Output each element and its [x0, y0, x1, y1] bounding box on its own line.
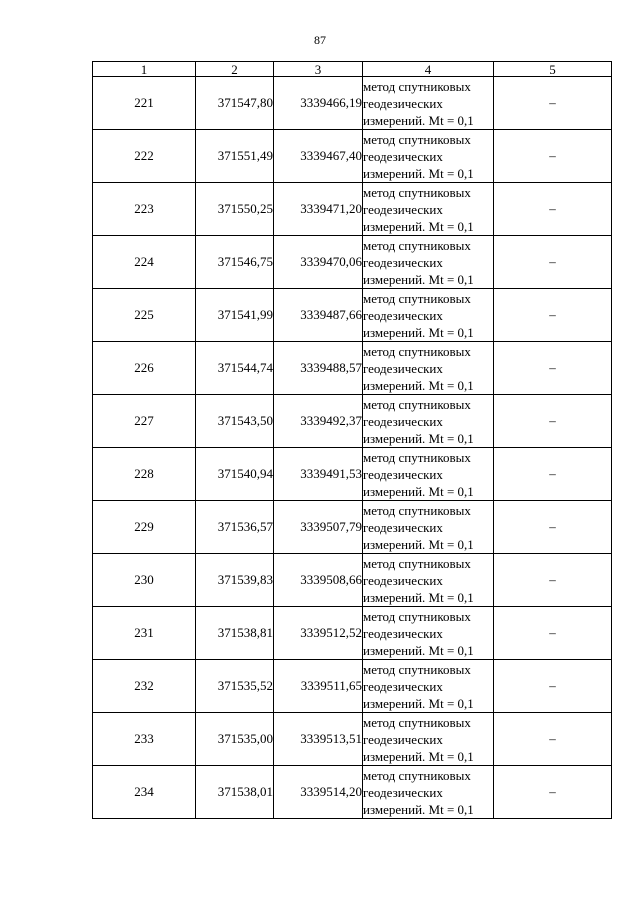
method-line: геодезических	[363, 466, 443, 482]
x-coordinate-cell: 371546,75	[196, 236, 274, 289]
y-coordinate-cell: 3339487,66	[274, 289, 363, 342]
note-cell: –	[494, 713, 612, 766]
table-body	[93, 77, 612, 819]
method-line: метод спутниковых	[363, 502, 471, 518]
column-header-5: 5	[494, 62, 612, 77]
method-cell	[363, 448, 494, 501]
column-header-1: 1	[93, 62, 196, 77]
table-row	[93, 77, 612, 130]
point-number-cell: 223	[93, 183, 196, 236]
table-row	[93, 342, 612, 395]
method-line: метод спутниковых	[363, 767, 471, 783]
point-number-cell: 234	[93, 766, 196, 819]
point-number-cell: 228	[93, 448, 196, 501]
method-line: измерений. Mt = 0,1	[363, 218, 474, 234]
method-line: метод спутниковых	[363, 78, 471, 94]
method-line: геодезических	[363, 731, 443, 747]
table-row	[93, 289, 612, 342]
method-cell	[363, 77, 494, 130]
table-row	[93, 660, 612, 713]
method-cell	[363, 130, 494, 183]
note-cell: –	[494, 766, 612, 819]
note-cell: –	[494, 607, 612, 660]
method-cell	[363, 766, 494, 819]
y-coordinate-cell: 3339514,20	[274, 766, 363, 819]
method-cell	[363, 395, 494, 448]
table-row	[93, 607, 612, 660]
method-line: геодезических	[363, 95, 443, 111]
method-line: измерений. Mt = 0,1	[363, 536, 474, 552]
method-cell	[363, 236, 494, 289]
method-line: метод спутниковых	[363, 661, 471, 677]
method-line: метод спутниковых	[363, 449, 471, 465]
table-row	[93, 236, 612, 289]
method-cell	[363, 183, 494, 236]
table-row	[93, 130, 612, 183]
x-coordinate-cell: 371535,00	[196, 713, 274, 766]
point-number-cell: 221	[93, 77, 196, 130]
table-row	[93, 183, 612, 236]
x-coordinate-cell: 371535,52	[196, 660, 274, 713]
method-line: метод спутниковых	[363, 343, 471, 359]
method-line: измерений. Mt = 0,1	[363, 748, 474, 764]
x-coordinate-cell: 371538,81	[196, 607, 274, 660]
method-line: измерений. Mt = 0,1	[363, 483, 474, 499]
method-line: геодезических	[363, 784, 443, 800]
note-cell: –	[494, 395, 612, 448]
method-line: измерений. Mt = 0,1	[363, 112, 474, 128]
x-coordinate-cell: 371538,01	[196, 766, 274, 819]
method-line: метод спутниковых	[363, 131, 471, 147]
method-line: метод спутниковых	[363, 237, 471, 253]
method-line: геодезических	[363, 201, 443, 217]
point-number-cell: 231	[93, 607, 196, 660]
note-cell: –	[494, 448, 612, 501]
method-line: измерений. Mt = 0,1	[363, 324, 474, 340]
point-number-cell: 229	[93, 501, 196, 554]
note-cell: –	[494, 554, 612, 607]
method-line: геодезических	[363, 413, 443, 429]
point-number-cell: 225	[93, 289, 196, 342]
method-line: метод спутниковых	[363, 184, 471, 200]
x-coordinate-cell: 371536,57	[196, 501, 274, 554]
method-line: метод спутниковых	[363, 608, 471, 624]
y-coordinate-cell: 3339511,65	[274, 660, 363, 713]
method-line: метод спутниковых	[363, 714, 471, 730]
table-row	[93, 554, 612, 607]
table-row	[93, 713, 612, 766]
note-cell: –	[494, 236, 612, 289]
method-cell	[363, 289, 494, 342]
method-line: геодезических	[363, 572, 443, 588]
point-number-cell: 230	[93, 554, 196, 607]
x-coordinate-cell: 371540,94	[196, 448, 274, 501]
method-cell	[363, 342, 494, 395]
column-header-3: 3	[274, 62, 363, 77]
note-cell: –	[494, 183, 612, 236]
method-cell	[363, 501, 494, 554]
method-line: геодезических	[363, 307, 443, 323]
x-coordinate-cell: 371551,49	[196, 130, 274, 183]
method-line: метод спутниковых	[363, 555, 471, 571]
method-cell	[363, 554, 494, 607]
y-coordinate-cell: 3339488,57	[274, 342, 363, 395]
method-line: геодезических	[363, 148, 443, 164]
method-line: измерений. Mt = 0,1	[363, 642, 474, 658]
note-cell: –	[494, 501, 612, 554]
y-coordinate-cell: 3339512,52	[274, 607, 363, 660]
point-number-cell: 226	[93, 342, 196, 395]
method-line: геодезических	[363, 625, 443, 641]
method-line: метод спутниковых	[363, 396, 471, 412]
method-cell	[363, 713, 494, 766]
x-coordinate-cell: 371543,50	[196, 395, 274, 448]
column-header-2: 2	[196, 62, 274, 77]
x-coordinate-cell: 371541,99	[196, 289, 274, 342]
column-header-4: 4	[363, 62, 494, 77]
y-coordinate-cell: 3339513,51	[274, 713, 363, 766]
method-line: геодезических	[363, 254, 443, 270]
y-coordinate-cell: 3339508,66	[274, 554, 363, 607]
method-line: измерений. Mt = 0,1	[363, 695, 474, 711]
point-number-cell: 233	[93, 713, 196, 766]
page-number: 87	[314, 33, 326, 47]
note-cell: –	[494, 289, 612, 342]
x-coordinate-cell: 371539,83	[196, 554, 274, 607]
method-line: измерений. Mt = 0,1	[363, 430, 474, 446]
note-cell: –	[494, 130, 612, 183]
note-cell: –	[494, 660, 612, 713]
note-cell: –	[494, 342, 612, 395]
method-line: измерений. Mt = 0,1	[363, 801, 474, 817]
method-line: измерений. Mt = 0,1	[363, 589, 474, 605]
point-number-cell: 224	[93, 236, 196, 289]
table-row	[93, 501, 612, 554]
x-coordinate-cell: 371547,80	[196, 77, 274, 130]
method-line: измерений. Mt = 0,1	[363, 165, 474, 181]
table-row	[93, 766, 612, 819]
y-coordinate-cell: 3339492,37	[274, 395, 363, 448]
x-coordinate-cell: 371550,25	[196, 183, 274, 236]
x-coordinate-cell: 371544,74	[196, 342, 274, 395]
method-line: геодезических	[363, 678, 443, 694]
y-coordinate-cell: 3339466,19	[274, 77, 363, 130]
table-row	[93, 448, 612, 501]
table-header-row	[93, 62, 612, 77]
note-cell: –	[494, 77, 612, 130]
method-line: геодезических	[363, 519, 443, 535]
method-cell	[363, 607, 494, 660]
point-number-cell: 232	[93, 660, 196, 713]
y-coordinate-cell: 3339470,06	[274, 236, 363, 289]
coordinates-table	[92, 61, 612, 819]
method-line: измерений. Mt = 0,1	[363, 271, 474, 287]
method-line: измерений. Mt = 0,1	[363, 377, 474, 393]
point-number-cell: 227	[93, 395, 196, 448]
y-coordinate-cell: 3339491,53	[274, 448, 363, 501]
method-line: геодезических	[363, 360, 443, 376]
table-row	[93, 395, 612, 448]
method-line: метод спутниковых	[363, 290, 471, 306]
y-coordinate-cell: 3339471,20	[274, 183, 363, 236]
method-cell	[363, 660, 494, 713]
point-number-cell: 222	[93, 130, 196, 183]
y-coordinate-cell: 3339467,40	[274, 130, 363, 183]
y-coordinate-cell: 3339507,79	[274, 501, 363, 554]
